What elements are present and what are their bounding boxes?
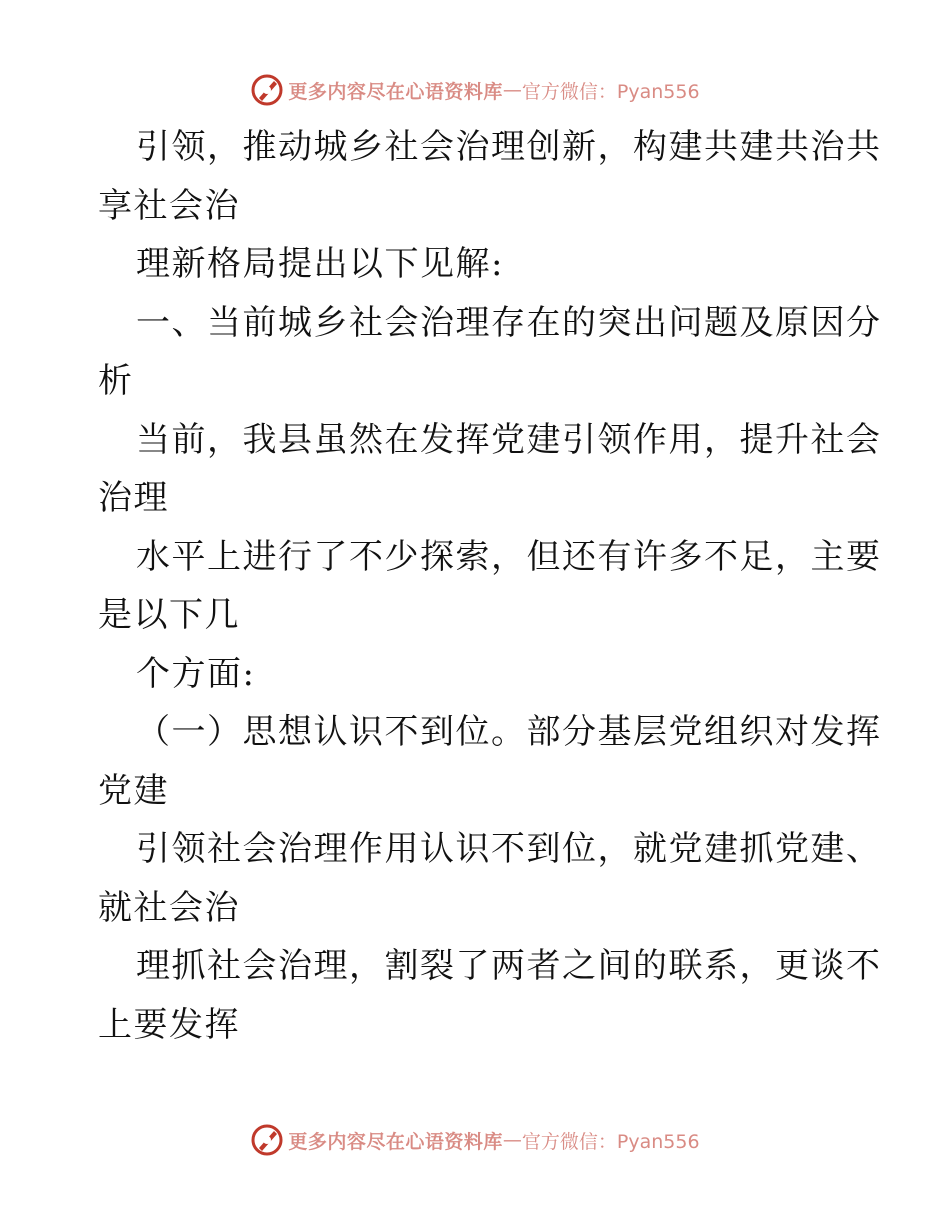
- document-body: [98, 118, 882, 1054]
- text-line: 上要发挥: [98, 1004, 240, 1045]
- text-line: 理抓社会治理，割裂了两者之间的联系，更谈不: [136, 946, 882, 986]
- text-line: 引领社会治理作用认识不到位，就党建抓党建、: [136, 829, 882, 869]
- watermark-wechat: 官方微信：Pyan556: [521, 1130, 700, 1153]
- text-line: 个方面:: [136, 653, 256, 694]
- watermark-header: [0, 70, 950, 110]
- watermark-wechat: 官方微信：Pyan556: [521, 80, 700, 103]
- pen-logo-icon: [250, 1123, 284, 1157]
- text-line: 治理: [98, 478, 169, 518]
- text-line: 理新格局提出以下见解:: [136, 244, 504, 284]
- text-line: 水平上进行了不少探索，但还有许多不足，主要: [136, 536, 882, 577]
- text-line: 当前，我县虽然在发挥党建引领作用，提升社会: [136, 419, 882, 460]
- pen-logo-icon: [250, 73, 284, 107]
- text-line: 党建: [98, 770, 169, 811]
- text-line: 就社会治: [98, 887, 240, 928]
- watermark-text: 更多内容尽在心语资料库: [288, 1130, 503, 1153]
- subsection-heading: （一）思想认识不到位。部分基层党组织对发挥: [136, 712, 882, 752]
- text-line: 是以下几: [98, 595, 240, 635]
- watermark-text: 更多内容尽在心语资料库: [288, 80, 503, 103]
- watermark-dash: —: [502, 79, 522, 101]
- text-line: 引领，推动城乡社会治理创新，构建共建共治共: [136, 127, 882, 167]
- text-line: 析: [98, 361, 134, 401]
- text-line: 享社会治: [98, 185, 240, 226]
- watermark-footer: [0, 1120, 950, 1160]
- watermark-dash: —: [502, 1129, 522, 1151]
- section-heading: 一、当前城乡社会治理存在的突出问题及原因分: [136, 302, 882, 343]
